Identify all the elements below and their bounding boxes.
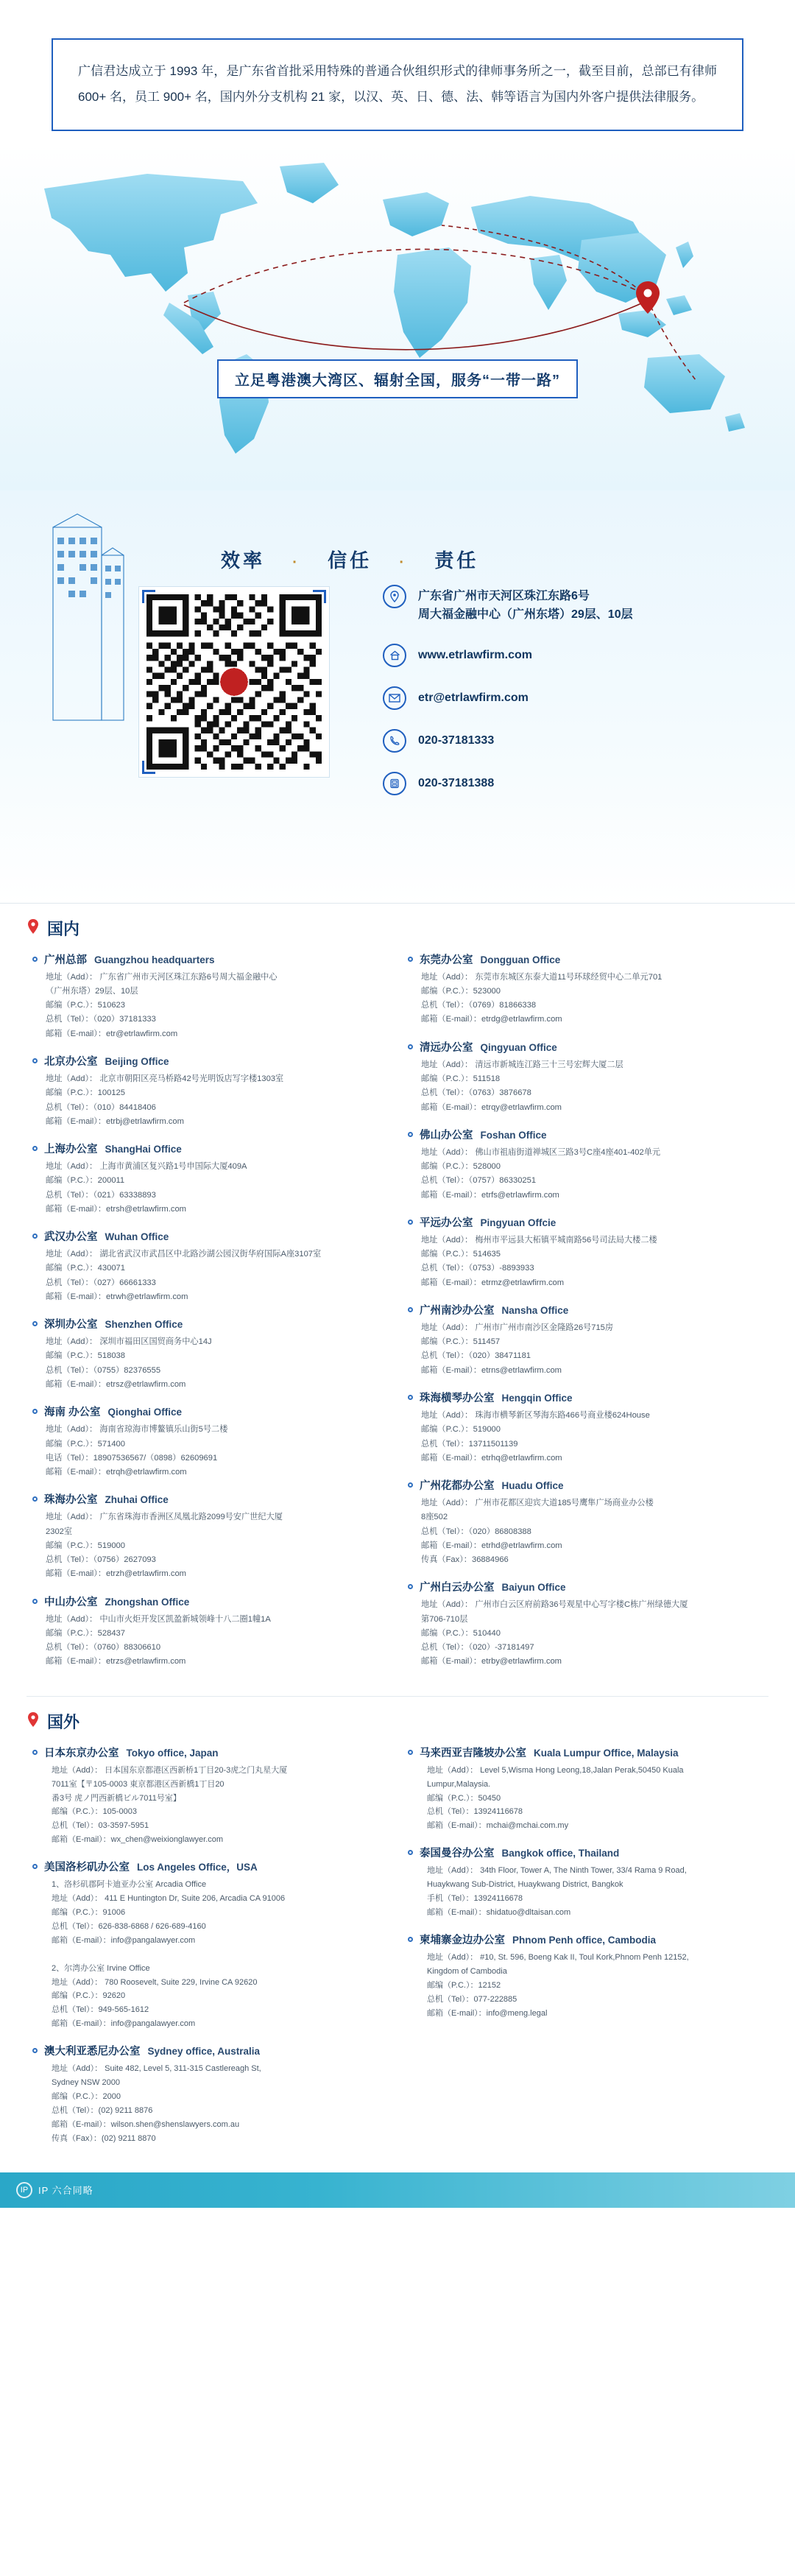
office-name-en: Hengqin Office [501, 1393, 573, 1404]
office-detail-line: 邮箱（E-mail）：etrbj@etrlawfirm.com [46, 1116, 184, 1126]
contact-section [0, 490, 795, 903]
bullet-icon [408, 1584, 413, 1589]
bullet-icon [408, 1482, 413, 1488]
office-detail-line: 总机（Tel）：（020）-37181497 [421, 1643, 534, 1653]
office-title [408, 1302, 763, 1317]
office-detail-line: 邮编（P.C.）：105-0003 [52, 1807, 137, 1817]
office-name-en: Guangzhou headquarters [94, 954, 215, 965]
office-detail-line: 地址（Add）： 东莞市东城区东泰大道11号环球经贸中心二单元701 [421, 972, 662, 982]
office-title [32, 1141, 387, 1156]
office-detail-line: 邮编（P.C.）：523000 [421, 986, 501, 996]
contact-details [383, 585, 736, 814]
office-detail-lines [32, 1160, 387, 1217]
qr-corner-top-right-icon [313, 590, 326, 603]
office-detail-line: 总机（Tel）：13924116678 [427, 1807, 523, 1817]
domestic-column-left [22, 951, 398, 1681]
office-entry [32, 1316, 387, 1392]
contact-address-row [383, 585, 736, 624]
office-name-cn: 上海办公室 [44, 1144, 98, 1156]
office-entry [32, 1228, 387, 1304]
section-header-international [0, 1697, 795, 1740]
office-detail-line: Sydney NSW 2000 [52, 2078, 120, 2088]
office-name-en: Kuala Lumpur Office, Malaysia [534, 1747, 679, 1759]
office-name-en: Tokyo office, Japan [126, 1747, 219, 1759]
office-detail-line: 邮编（P.C.）：519000 [421, 1425, 501, 1435]
office-detail-line: 邮编（P.C.）：571400 [46, 1439, 125, 1449]
office-detail-line: 邮编（P.C.）：528000 [421, 1162, 501, 1172]
office-detail-line: 邮箱（E-mail）：etrqh@etrlawfirm.com [46, 1468, 187, 1477]
office-detail-line: 总机（Tel）：（010）84418406 [46, 1102, 156, 1112]
office-detail-line: 邮箱（E-mail）：info@pangalawyer.com [52, 2019, 196, 2029]
office-detail-line: 地址（Add）： 中山市火炬开发区凯盈新城领峰十八二圈1幢1A [46, 1614, 271, 1624]
office-detail-line: 地址（Add）： 梅州市平远县大柘镇平城南路56号司法局大楼二楼 [421, 1235, 657, 1245]
office-detail-line: 第706-710层 [421, 1614, 468, 1624]
office-name-en: Qionghai Office [107, 1407, 183, 1418]
qr-corner-top-left-icon [142, 590, 155, 603]
bullet-icon [32, 1058, 38, 1063]
office-detail-line: 邮箱（E-mail）：etrhd@etrlawfirm.com [421, 1541, 562, 1550]
office-detail-line: 地址（Add）： 北京市朝阳区亮马桥路42号光明饭店写字楼1303室 [46, 1074, 284, 1084]
office-detail-line: 1、洛杉矶郡阿卡迪亚办公室 Arcadia Office [52, 1880, 207, 1890]
office-title [32, 1404, 387, 1419]
intro-section [0, 0, 795, 144]
office-detail-line: 传真（Fax）：36884966 [421, 1555, 509, 1565]
office-entry [32, 1594, 387, 1669]
office-title [408, 1477, 763, 1493]
bullet-icon [408, 1044, 413, 1049]
office-detail-line: 地址（Add）： Level 5,Wisma Hong Leong,18,Jalan Perak,50450 Kuala [427, 1765, 684, 1775]
office-name-en: Shenzhen Office [105, 1319, 183, 1331]
bullet-icon [408, 1850, 413, 1855]
office-title [408, 1845, 763, 1860]
office-detail-line: 总机（Tel）：(02) 9211 8876 [52, 2105, 153, 2115]
section-title-domestic: 国内 [47, 919, 80, 938]
office-detail-line: 总机（Tel）：（020）38471181 [421, 1351, 531, 1361]
office-detail-line: 地址（Add）： 780 Roosevelt, Suite 229, Irvine CA 92620 [52, 1977, 258, 1987]
bullet-icon [32, 1864, 38, 1869]
office-detail-line: 地址（Add）： 广州市花都区迎宾大道185号鹰隼广场商业办公楼 [421, 1499, 654, 1508]
fax-value[interactable]: 020-37181388 [418, 776, 495, 789]
office-title [408, 1745, 763, 1760]
office-detail-line: 总机（Tel）：13711501139 [421, 1439, 518, 1449]
section-header-domestic [0, 903, 795, 947]
footer-brand-name: IP 六合同略 [38, 2185, 93, 2197]
office-detail-lines [32, 1072, 387, 1129]
office-detail-line: 邮编（P.C.）：514635 [421, 1250, 501, 1259]
office-name-en: Huadu Office [501, 1480, 564, 1492]
office-detail-line: 地址（Add）： #10, St. 596, Boeng Kak II, Toul Kork,Phnom Penh 12152, [427, 1952, 689, 1962]
world-map-graphic [0, 144, 795, 490]
office-detail-line: 邮编（P.C.）：100125 [46, 1088, 125, 1098]
office-entry [408, 951, 763, 1027]
office-detail-line: 总机（Tel）：（020）37181333 [46, 1015, 156, 1024]
office-name-en: Sydney office, Australia [147, 2046, 261, 2058]
office-entry [32, 1141, 387, 1217]
office-detail-line: 邮编（P.C.）：528437 [46, 1628, 125, 1638]
office-detail-line: 邮编（P.C.）：2000 [52, 2091, 121, 2101]
value-responsibility: 责任 [434, 549, 479, 571]
office-entry [408, 1477, 763, 1567]
office-detail-line: 总机（Tel）：（021）63338893 [46, 1190, 156, 1200]
office-detail-line: 地址（Add）： 清远市新城连江路三十三号宏辉大厦二层 [421, 1060, 623, 1069]
office-name-cn: 佛山办公室 [420, 1129, 473, 1141]
office-name-cn: 珠海办公室 [44, 1494, 98, 1507]
qr-corner-bottom-left-icon [142, 761, 155, 774]
office-detail-line: 地址（Add）： 海南省琼海市博鳌镇乐山街5号二楼 [46, 1425, 228, 1435]
qr-code[interactable] [138, 586, 330, 778]
office-title [408, 1579, 763, 1594]
address-line-2: 周大福金融中心（广州东塔）29层、10层 [418, 608, 633, 622]
bullet-icon [408, 1750, 413, 1755]
value-efficiency: 效率 [221, 549, 266, 571]
office-title [32, 1228, 387, 1244]
office-detail-line: 番3号 虎ノ門西新橋ビル7011号室】 [52, 1793, 181, 1803]
office-name-en: Los Angeles Office，USA [137, 1862, 258, 1873]
office-detail-line: 邮编（P.C.）：92620 [52, 1991, 126, 2001]
office-detail-line: 总机（Tel）：949-565-1612 [52, 2005, 149, 2015]
office-detail-line: 邮箱（E-mail）：wx_chen@weixionglawyer.com [52, 1835, 224, 1845]
office-detail-lines [408, 1146, 763, 1203]
bullet-icon [408, 1220, 413, 1225]
map-caption: 立足粤港澳大湾区、辐射全国，服务“一带一路” [217, 359, 578, 398]
office-detail-line: 地址（Add）： 湖北省武汉市武昌区中北路沙湖公园汉街华府国际A座3107室 [46, 1250, 322, 1259]
office-detail-lines [32, 1878, 387, 2031]
phone-icon [383, 729, 406, 753]
office-detail-line: 地址（Add）： 411 E Huntington Dr, Suite 206, Arcadia CA 91006 [52, 1894, 286, 1904]
address-line-1: 广东省广州市天河区珠江东路6号 [418, 589, 590, 602]
location-pin-icon [26, 918, 40, 938]
website-value[interactable]: www.etrlawfirm.com [418, 648, 532, 661]
office-detail-line: 地址（Add）： 日本国东京都港区西新桥1丁目20-3虎之门丸星大厦 [52, 1765, 288, 1775]
contact-email-row[interactable] [383, 686, 736, 710]
office-detail-line: 邮编（P.C.）：511518 [421, 1074, 501, 1084]
office-detail-line: 邮编（P.C.）：519000 [46, 1541, 125, 1550]
office-detail-line: 2302室 [46, 1527, 73, 1536]
office-detail-lines [32, 2062, 387, 2145]
location-pin-icon [26, 1711, 40, 1731]
office-detail-line: 邮箱（E-mail）：etrzh@etrlawfirm.com [46, 1569, 186, 1579]
office-name-cn: 广州白云办公室 [420, 1582, 495, 1594]
location-pin-icon [383, 585, 406, 608]
office-title [408, 1214, 763, 1230]
office-name-en: Phnom Penh office, Cambodia [512, 1934, 657, 1946]
office-name-cn: 广州南沙办公室 [420, 1304, 495, 1317]
bullet-icon [32, 957, 38, 962]
office-detail-line: 邮编（P.C.）：200011 [46, 1176, 125, 1186]
email-value[interactable]: etr@etrlawfirm.com [418, 691, 529, 704]
office-entry [408, 1932, 763, 2021]
office-name-cn: 柬埔寨金边办公室 [420, 1934, 505, 1946]
office-detail-line: 邮箱（E-mail）：etrsz@etrlawfirm.com [46, 1380, 186, 1389]
office-detail-line: 总机（Tel）：（0753）-8893933 [421, 1264, 534, 1273]
office-name-en: Beijing Office [105, 1056, 169, 1068]
office-name-cn: 日本东京办公室 [44, 1747, 119, 1759]
office-title [32, 1316, 387, 1331]
office-detail-line: 邮箱（E-mail）：etrns@etrlawfirm.com [421, 1365, 562, 1375]
office-title [32, 1491, 387, 1507]
office-name-en: Zhuhai Office [105, 1494, 169, 1506]
office-detail-line: 地址（Add）： 广州市白云区府前路36号观星中心写字楼C栋广州绿德大厦 [421, 1600, 688, 1610]
office-detail-line: 地址（Add）： Suite 482, Level 5, 311-315 Castlereagh St, [52, 2064, 261, 2074]
office-detail-line: 邮箱（E-mail）：wilson.shen@shenslawyers.com.au [52, 2119, 240, 2129]
office-title [32, 1053, 387, 1069]
office-detail-line: 邮箱（E-mail）：shidatuo@dltaisan.com [427, 1907, 571, 1917]
office-name-cn: 澳大利亚悉尼办公室 [44, 2046, 141, 2058]
office-name-en: Dongguan Office [480, 954, 561, 965]
office-detail-lines [32, 1510, 387, 1581]
office-detail-line: 邮箱（E-mail）：etrhq@etrlawfirm.com [421, 1453, 562, 1463]
office-detail-line: 地址（Add）： 广东省广州市天河区珠江东路6号周大福金融中心 [46, 972, 278, 982]
office-title [32, 1594, 387, 1609]
intro-paragraph: 广信君达成立于 1993 年，是广东省首批采用特殊的普通合伙组织形式的律师事务所之一，截至目前，总部已有律师 600+ 名，员工 900+ 名，国内外分支机构 21 家，以汉、英、日、德、法、韩等语言为国内外客户提供法律服务。 [78, 64, 717, 104]
bullet-icon [32, 1321, 38, 1326]
section-title-international: 国外 [47, 1712, 80, 1731]
office-name-en: Bangkok office, Thailand [501, 1848, 620, 1859]
office-detail-line: 邮编（P.C.）：91006 [52, 1907, 126, 1917]
office-detail-lines [32, 1764, 387, 1847]
contact-website-row[interactable] [383, 644, 736, 667]
office-entry [32, 2043, 387, 2145]
office-detail-line: 邮箱（E-mail）：info@meng.legal [427, 2008, 548, 2018]
office-entry [408, 1127, 763, 1203]
office-detail-line: 地址（Add）： 广州市广州市南沙区金隆路26号715房 [421, 1323, 614, 1332]
office-name-cn: 东莞办公室 [420, 954, 473, 966]
office-detail-lines [32, 971, 387, 1041]
office-entry [408, 1845, 763, 1920]
office-title [408, 1390, 763, 1405]
office-detail-lines [408, 1234, 763, 1290]
domestic-column-right [398, 951, 773, 1681]
office-detail-line: 地址（Add）： 珠海市横琴新区琴海东路466号商业楼624House [421, 1411, 650, 1420]
office-detail-line: Kingdom of Cambodia [427, 1966, 507, 1976]
office-title [32, 951, 387, 967]
home-icon [383, 644, 406, 667]
office-entry [32, 1404, 387, 1479]
office-title [408, 1932, 763, 1947]
office-name-en: Zhongshan Office [105, 1596, 190, 1608]
office-title [408, 951, 763, 967]
office-detail-line: 邮编（P.C.）：511457 [421, 1337, 501, 1347]
bullet-icon [32, 1146, 38, 1151]
value-separator-1: · [292, 554, 300, 571]
bullet-icon [32, 2048, 38, 2053]
office-detail-lines [408, 1864, 763, 1920]
bullet-icon [32, 1409, 38, 1414]
core-values [221, 546, 478, 573]
office-detail-line: 地址（Add）： 34th Floor, Tower A, The Ninth Tower, 33/4 Rama 9 Road, [427, 1866, 687, 1876]
office-name-cn: 平远办公室 [420, 1217, 473, 1229]
office-detail-line: 总机（Tel）：（0756）2627093 [46, 1555, 156, 1565]
office-detail-line: 总机（Tel）：（027）66661333 [46, 1278, 156, 1287]
fax-icon [383, 772, 406, 795]
office-detail-line: 邮编（P.C.）：430071 [46, 1264, 125, 1273]
office-detail-line: 总机（Tel）：（0757）86330251 [421, 1176, 537, 1186]
office-detail-line: 邮箱（E-mail）：etr@etrlawfirm.com [46, 1029, 178, 1038]
office-detail-line: 地址（Add）： 广东省珠海市香洲区凤凰北路2099号安广世纪大厦 [46, 1513, 283, 1522]
domestic-offices [0, 947, 795, 1696]
office-detail-line: 邮箱（E-mail）：etrfs@etrlawfirm.com [421, 1190, 559, 1200]
bullet-icon [408, 1395, 413, 1400]
phone-value[interactable]: 020-37181333 [418, 733, 495, 747]
office-name-cn: 武汉办公室 [44, 1231, 98, 1244]
office-detail-lines [32, 1247, 387, 1304]
envelope-icon [383, 686, 406, 710]
bullet-icon [408, 1307, 413, 1312]
office-detail-lines [32, 1335, 387, 1392]
value-separator-2: · [399, 554, 408, 571]
office-name-en: ShangHai Office [105, 1144, 182, 1155]
office-detail-line: 8座502 [421, 1513, 448, 1522]
office-name-cn: 泰国曼谷办公室 [420, 1848, 495, 1860]
office-name-cn: 美国洛杉矶办公室 [44, 1862, 130, 1874]
ip-logo-icon: IP [16, 2182, 32, 2198]
office-detail-lines [408, 1764, 763, 1834]
contact-fax-row[interactable] [383, 772, 736, 795]
world-map-section [0, 144, 795, 490]
office-name-en: Nansha Office [501, 1304, 569, 1316]
office-detail-line: 总机（Tel）：03-3597-5951 [52, 1821, 149, 1831]
international-column-left [22, 1745, 398, 2158]
office-detail-line: 总机（Tel）：（020）86808388 [421, 1527, 531, 1536]
office-entry [32, 1053, 387, 1129]
office-entry [408, 1390, 763, 1465]
bullet-icon [408, 1132, 413, 1137]
office-name-cn: 中山办公室 [44, 1596, 98, 1608]
office-detail-line: 邮箱（E-mail）：etrmz@etrlawfirm.com [421, 1278, 565, 1287]
bullet-icon [408, 957, 413, 962]
office-detail-line: 总机（Tel）：（0760）88306610 [46, 1643, 161, 1653]
office-detail-line: 手机（Tel）：13924116678 [427, 1894, 523, 1904]
office-detail-lines [32, 1613, 387, 1669]
office-detail-line: 邮箱（E-mail）：etrqy@etrlawfirm.com [421, 1102, 562, 1112]
office-detail-line: 邮箱（E-mail）：etrzs@etrlawfirm.com [46, 1657, 186, 1667]
contact-phone-row[interactable] [383, 729, 736, 753]
office-detail-line: 总机（Tel）：（0769）81866338 [421, 1001, 537, 1010]
office-detail-line: 地址（Add）： 上海市黄浦区复兴路1号申国际大厦409A [46, 1162, 247, 1172]
office-title [32, 1745, 387, 1760]
office-entry [408, 1302, 763, 1378]
office-entry [408, 1579, 763, 1669]
page-footer [0, 2172, 795, 2208]
international-column-right [398, 1745, 773, 2158]
office-name-en: Pingyuan Offcie [480, 1217, 556, 1228]
office-detail-line: Huaykwang Sub-District, Huaykwang District, Bangkok [427, 1880, 623, 1890]
office-detail-line: 总机（Tel）：（0755）82376555 [46, 1365, 161, 1375]
office-name-en: Qingyuan Office [480, 1041, 557, 1053]
office-detail-line: （广州东塔）29层、10层 [46, 986, 138, 996]
office-entry [32, 1745, 387, 1847]
office-detail-line: 总机（Tel）：077-222885 [427, 1994, 517, 2004]
office-detail-line: 邮编（P.C.）：510623 [46, 1001, 125, 1010]
office-entry [32, 1859, 387, 2031]
office-detail-line: 总机（Tel）：626-838-6868 / 626-689-4160 [52, 1921, 206, 1931]
office-title [408, 1039, 763, 1055]
office-entry [408, 1745, 763, 1834]
value-trust: 信任 [328, 549, 372, 571]
office-name-en: Baiyun Office [501, 1582, 566, 1594]
office-detail-line: 总机（Tel）：（0763）3876678 [421, 1088, 531, 1098]
bullet-icon [32, 1234, 38, 1239]
office-detail-lines [408, 1951, 763, 2021]
office-name-cn: 深圳办公室 [44, 1319, 98, 1331]
qr-code-image [146, 594, 322, 770]
office-name-cn: 珠海横琴办公室 [420, 1393, 495, 1404]
building-illustration [35, 511, 138, 725]
office-detail-lines [408, 1058, 763, 1115]
office-title [408, 1127, 763, 1142]
office-detail-line: 邮编（P.C.）：510440 [421, 1628, 501, 1638]
office-detail-lines [408, 1598, 763, 1669]
office-detail-line: 邮编（P.C.）：50450 [427, 1793, 501, 1803]
office-detail-line: 邮编（P.C.）：518038 [46, 1351, 125, 1361]
office-title [32, 2043, 387, 2058]
office-detail-lines [408, 1496, 763, 1567]
office-detail-line: 邮箱（E-mail）：mchai@mchai.com.my [427, 1821, 569, 1831]
office-detail-lines [408, 971, 763, 1027]
office-detail-lines [408, 1321, 763, 1378]
bullet-icon [408, 1937, 413, 1942]
office-name-cn: 清远办公室 [420, 1041, 473, 1054]
office-name-cn: 马来西亚吉隆坡办公室 [420, 1747, 526, 1759]
office-name-cn: 海南 办公室 [44, 1407, 101, 1419]
office-detail-line: 电话（Tel）：18907536567/（0898）62609691 [46, 1453, 218, 1463]
office-detail-line: 地址（Add）： 深圳市福田区国贸商务中心14J [46, 1337, 212, 1347]
office-name-cn: 广州总部 [44, 954, 87, 966]
office-detail-line [52, 1948, 387, 1962]
office-title [32, 1859, 387, 1874]
office-detail-line: 邮编（P.C.）：12152 [427, 1980, 501, 1990]
office-entry [408, 1039, 763, 1115]
office-entry [32, 1491, 387, 1581]
office-detail-line: 邮箱（E-mail）：etrdg@etrlawfirm.com [421, 1015, 562, 1024]
office-name-en: Wuhan Office [105, 1231, 169, 1243]
office-detail-line: 邮箱（E-mail）：etrsh@etrlawfirm.com [46, 1204, 186, 1214]
office-name-en: Foshan Office [480, 1129, 547, 1141]
office-detail-line: 邮箱（E-mail）：info@pangalawyer.com [52, 1935, 196, 1945]
office-detail-line: Lumpur,Malaysia. [427, 1779, 491, 1789]
bullet-icon [32, 1750, 38, 1755]
office-detail-line: 邮箱（E-mail）：etrwh@etrlawfirm.com [46, 1292, 188, 1301]
office-detail-line: 7011室【〒105-0003 東京都港区西新橋1丁目20 [52, 1779, 225, 1789]
office-entry [408, 1214, 763, 1290]
office-name-cn: 北京办公室 [44, 1056, 98, 1069]
office-detail-line: 地址（Add）： 佛山市祖庙街道禅城区三路3号C座4座401-402单元 [421, 1147, 661, 1157]
bullet-icon [32, 1496, 38, 1502]
international-offices [0, 1740, 795, 2172]
office-detail-line: 传真（Fax）：(02) 9211 8870 [52, 2133, 156, 2143]
office-detail-line: 邮箱（E-mail）：etrby@etrlawfirm.com [421, 1657, 562, 1667]
intro-box [52, 38, 743, 131]
office-entry [32, 951, 387, 1041]
office-detail-line: 2、尔湾办公室 Irvine Office [52, 1963, 150, 1973]
office-detail-lines [408, 1409, 763, 1465]
office-name-cn: 广州花都办公室 [420, 1480, 495, 1493]
bullet-icon [32, 1599, 38, 1604]
office-detail-lines [32, 1423, 387, 1479]
